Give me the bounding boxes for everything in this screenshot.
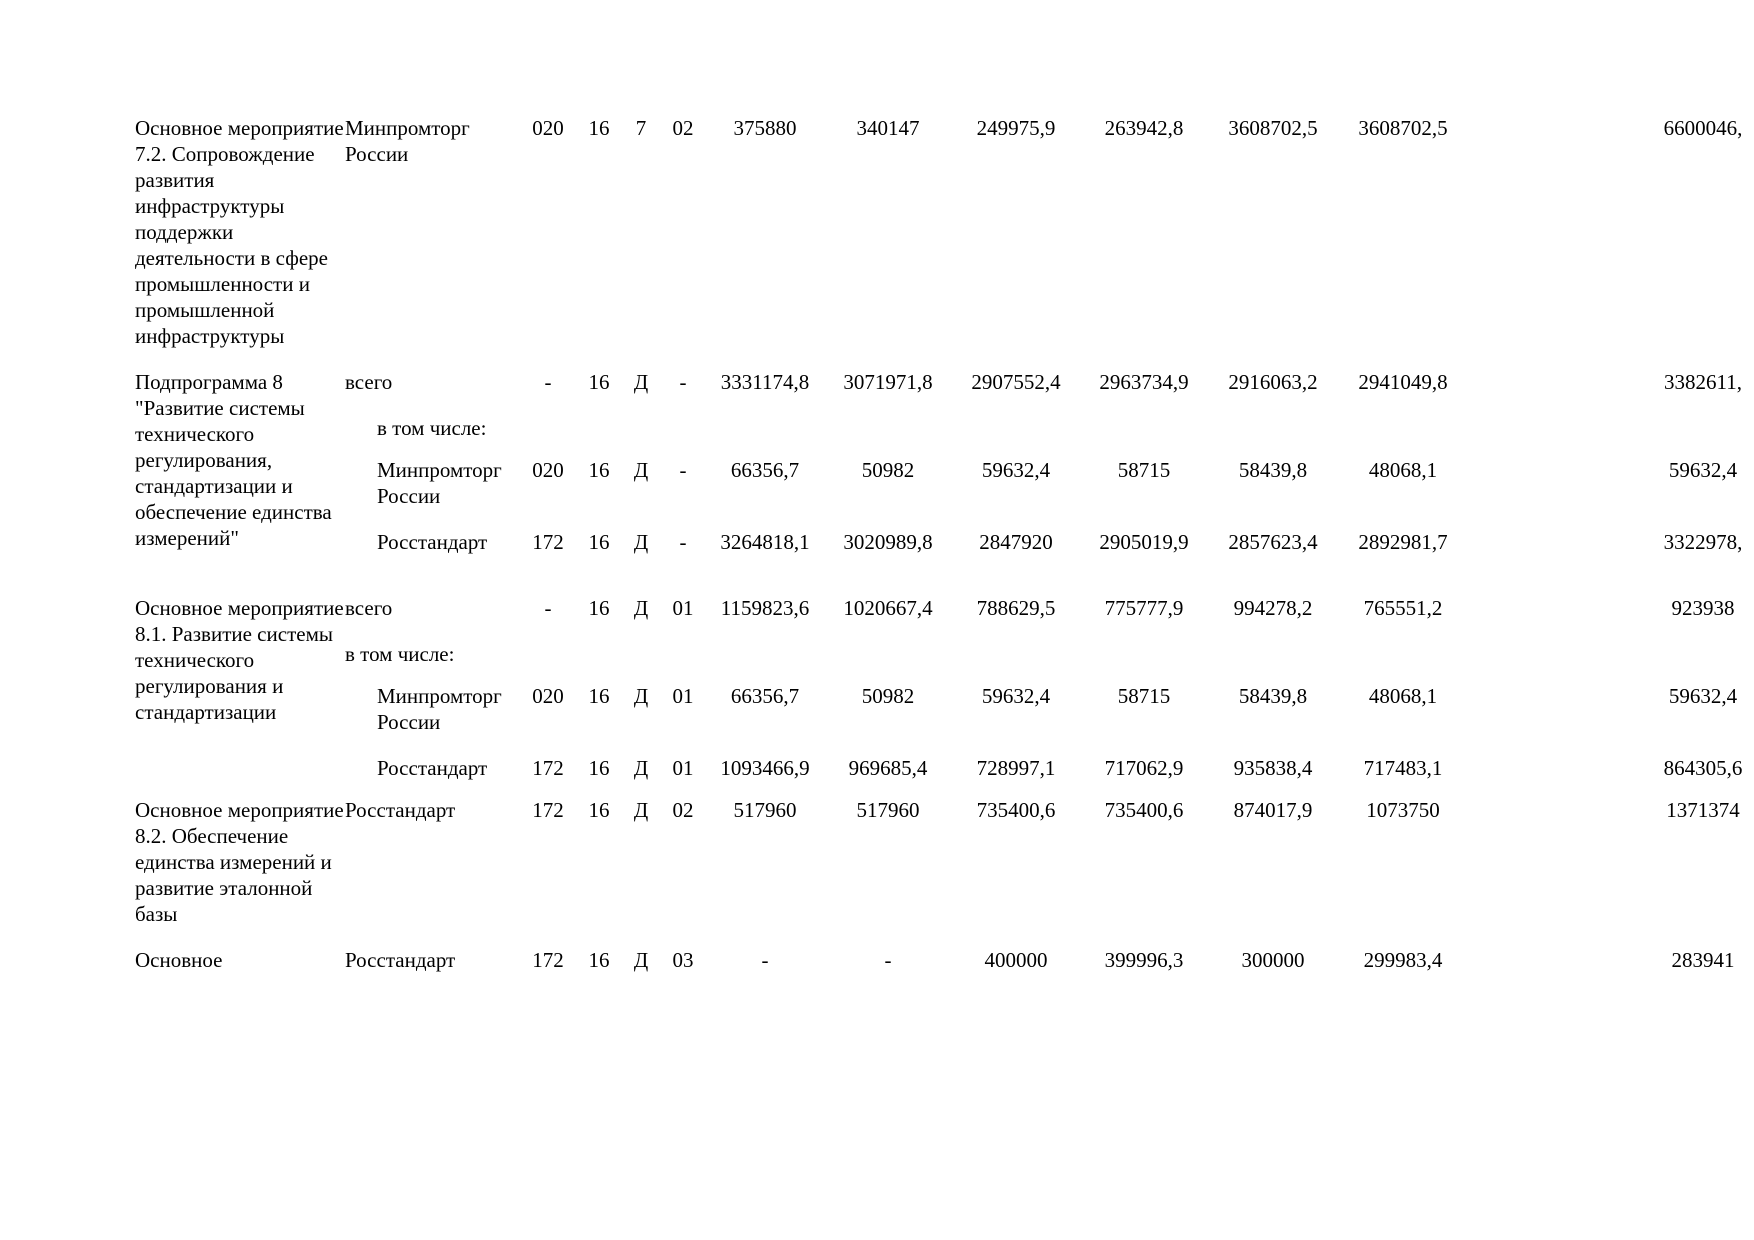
amount-cell: 2907552,4 bbox=[971, 370, 1061, 394]
code-cell: - bbox=[679, 530, 687, 554]
table-row bbox=[135, 415, 1754, 457]
amount-cell: 58439,8 bbox=[1238, 684, 1308, 708]
executor-name: всего bbox=[345, 370, 393, 394]
amount-cell: 58715 bbox=[1117, 684, 1171, 708]
amount-cell: 2963734,9 bbox=[1099, 370, 1189, 394]
amount-cell: 249975,9 bbox=[976, 116, 1056, 140]
amount-cell: 59632,4 bbox=[1668, 684, 1738, 708]
amount-cell: 735400,6 bbox=[1104, 798, 1184, 822]
amount-cell: 3331174,8 bbox=[720, 370, 810, 394]
code-cell: 01 bbox=[672, 756, 694, 780]
amount-cell: 3608702,5 bbox=[1358, 116, 1448, 140]
amount-cell: 717483,1 bbox=[1363, 756, 1443, 780]
including-label: в том числе: bbox=[377, 416, 487, 440]
code-cell: 16 bbox=[588, 948, 610, 972]
amount-cell: 66356,7 bbox=[730, 458, 800, 482]
amount-cell: 517960 bbox=[733, 798, 797, 822]
amount-cell: 2857623,4 bbox=[1228, 530, 1318, 554]
executor-name: Минпромторг России bbox=[377, 458, 502, 508]
table-row bbox=[135, 797, 1754, 947]
table-row bbox=[135, 457, 1754, 529]
table-row bbox=[135, 115, 1754, 369]
code-cell: 020 bbox=[532, 684, 564, 708]
amount-cell: 923938 bbox=[1671, 596, 1735, 620]
amount-cell: 58715 bbox=[1117, 458, 1171, 482]
executor-name: Росстандарт bbox=[345, 798, 456, 822]
amount-cell: 50982 bbox=[861, 684, 915, 708]
executor-name: Росстандарт bbox=[377, 756, 488, 780]
executor-name: Росстандарт bbox=[377, 530, 488, 554]
activity-name: Основное bbox=[135, 948, 223, 972]
code-cell: - bbox=[679, 370, 687, 394]
executor-name: всего bbox=[345, 596, 393, 620]
amount-cell: 788629,5 bbox=[976, 596, 1056, 620]
amount-cell: 1020667,4 bbox=[843, 596, 933, 620]
amount-cell: 3264818,1 bbox=[720, 530, 810, 554]
amount-cell: 399996,3 bbox=[1104, 948, 1184, 972]
table-row bbox=[135, 369, 1754, 415]
amount-cell: 874017,9 bbox=[1233, 798, 1313, 822]
amount-cell: 1093466,9 bbox=[720, 756, 810, 780]
code-cell: 02 bbox=[672, 798, 694, 822]
activity-name: Основное мероприятие 8.2. Обеспечение единства измерений и развитие эталонной базы bbox=[135, 798, 344, 926]
amount-cell: 375880 bbox=[733, 116, 797, 140]
activity-name: Подпрограмма 8 "Развитие системы технического регулирования, стандартизации и обеспечение единства измерений" bbox=[135, 370, 332, 550]
amount-cell: 58439,8 bbox=[1238, 458, 1308, 482]
amount-cell: 969685,4 bbox=[848, 756, 928, 780]
amount-cell: 2941049,8 bbox=[1358, 370, 1448, 394]
executor-name: Росстандарт bbox=[345, 948, 456, 972]
amount-cell: 994278,2 bbox=[1233, 596, 1313, 620]
code-cell: Д bbox=[633, 458, 649, 482]
amount-cell: 864305,6 bbox=[1663, 756, 1743, 780]
amount-cell: 66356,7 bbox=[730, 684, 800, 708]
amount-cell: 3071971,8 bbox=[843, 370, 933, 394]
table-row bbox=[135, 595, 1754, 641]
code-cell: 16 bbox=[588, 756, 610, 780]
amount-cell: 6600046, bbox=[1663, 116, 1743, 140]
code-cell: 172 bbox=[532, 530, 564, 554]
code-cell: Д bbox=[633, 948, 649, 972]
amount-cell: 299983,4 bbox=[1363, 948, 1443, 972]
table-row bbox=[135, 755, 1754, 797]
table-row bbox=[135, 683, 1754, 755]
code-cell: 020 bbox=[532, 458, 564, 482]
budget-table bbox=[135, 115, 1754, 973]
amount-cell: 2847920 bbox=[979, 530, 1053, 554]
code-cell: 16 bbox=[588, 596, 610, 620]
amount-cell: 935838,4 bbox=[1233, 756, 1313, 780]
amount-cell: 2905019,9 bbox=[1099, 530, 1189, 554]
code-cell: 16 bbox=[588, 370, 610, 394]
amount-cell: 1371374 bbox=[1666, 798, 1740, 822]
amount-cell: 263942,8 bbox=[1104, 116, 1184, 140]
amount-cell: 775777,9 bbox=[1104, 596, 1184, 620]
code-cell: Д bbox=[633, 596, 649, 620]
code-cell: - bbox=[544, 596, 552, 620]
activity-name: Основное мероприятие 7.2. Сопровождение развития инфраструктуры поддержки деятельности в сфере промышленности и промышленной инфраструктуры bbox=[135, 116, 344, 348]
code-cell: 16 bbox=[588, 684, 610, 708]
amount-cell: 3322978, bbox=[1663, 530, 1743, 554]
amount-cell: 765551,2 bbox=[1363, 596, 1443, 620]
amount-cell: 59632,4 bbox=[1668, 458, 1738, 482]
code-cell: 172 bbox=[532, 756, 564, 780]
amount-cell: 59632,4 bbox=[981, 458, 1051, 482]
amount-cell: 3608702,5 bbox=[1228, 116, 1318, 140]
executor-name: Минпромторг России bbox=[377, 684, 502, 734]
table-row bbox=[135, 947, 1754, 973]
code-cell: 16 bbox=[588, 116, 610, 140]
amount-cell: 340147 bbox=[856, 116, 920, 140]
code-cell: 01 bbox=[672, 596, 694, 620]
table-row bbox=[135, 641, 1754, 683]
amount-cell: 2916063,2 bbox=[1228, 370, 1318, 394]
code-cell: - bbox=[679, 458, 687, 482]
code-cell: Д bbox=[633, 530, 649, 554]
amount-cell: 1159823,6 bbox=[720, 596, 810, 620]
amount-cell: 517960 bbox=[856, 798, 920, 822]
amount-cell: 717062,9 bbox=[1104, 756, 1184, 780]
code-cell: - bbox=[544, 370, 552, 394]
including-label: в том числе: bbox=[345, 642, 455, 666]
code-cell: 01 bbox=[672, 684, 694, 708]
code-cell: Д bbox=[633, 684, 649, 708]
amount-cell: 300000 bbox=[1241, 948, 1305, 972]
amount-cell: 735400,6 bbox=[976, 798, 1056, 822]
amount-cell: - bbox=[761, 948, 769, 972]
code-cell: 172 bbox=[532, 798, 564, 822]
amount-cell: 3382611, bbox=[1664, 370, 1742, 394]
amount-cell: 59632,4 bbox=[981, 684, 1051, 708]
code-cell: 172 bbox=[532, 948, 564, 972]
code-cell: Д bbox=[633, 756, 649, 780]
code-cell: Д bbox=[633, 798, 649, 822]
code-cell: 16 bbox=[588, 530, 610, 554]
code-cell: 16 bbox=[588, 798, 610, 822]
amount-cell: - bbox=[884, 948, 892, 972]
code-cell: 02 bbox=[672, 116, 694, 140]
code-cell: 020 bbox=[532, 116, 564, 140]
executor-name: Минпромторг России bbox=[345, 116, 470, 166]
amount-cell: 1073750 bbox=[1366, 798, 1440, 822]
amount-cell: 48068,1 bbox=[1368, 684, 1438, 708]
amount-cell: 728997,1 bbox=[976, 756, 1056, 780]
amount-cell: 48068,1 bbox=[1368, 458, 1438, 482]
activity-name: Основное мероприятие 8.1. Развитие системы технического регулирования и стандартизации bbox=[135, 596, 344, 724]
amount-cell: 2892981,7 bbox=[1358, 530, 1448, 554]
amount-cell: 283941 bbox=[1671, 948, 1735, 972]
code-cell: Д bbox=[633, 370, 649, 394]
table-row bbox=[135, 529, 1754, 595]
amount-cell: 400000 bbox=[984, 948, 1048, 972]
code-cell: 16 bbox=[588, 458, 610, 482]
amount-cell: 50982 bbox=[861, 458, 915, 482]
amount-cell: 3020989,8 bbox=[843, 530, 933, 554]
code-cell: 03 bbox=[672, 948, 694, 972]
code-cell: 7 bbox=[635, 116, 647, 140]
